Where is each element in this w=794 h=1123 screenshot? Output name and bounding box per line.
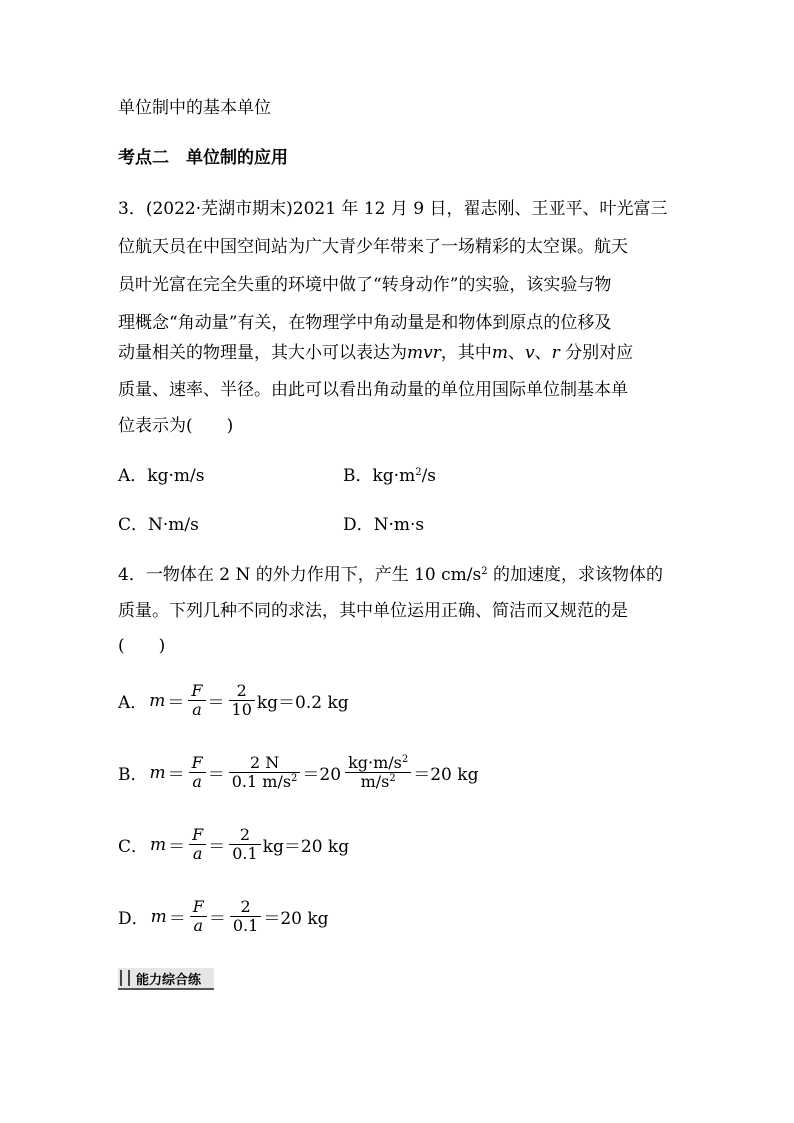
q4-b-unum-sup: 2 (401, 754, 409, 765)
q3-option-b (343, 464, 436, 488)
q4-d-tail: ＝20 kg (263, 909, 329, 929)
q4-option-a (118, 682, 351, 719)
q4-a-label: A． (118, 693, 148, 713)
q4-d-F: F (190, 898, 207, 917)
q4-line-2: 质量。下列几种不同的求法，其中单位运用正确、简洁而又规范的是 (118, 601, 628, 621)
q4-c-label: C． (118, 837, 149, 857)
q4-b-eq1: ＝ (167, 765, 185, 785)
q4-c-m: m (150, 834, 167, 855)
section-title: 考点二 单位制的应用 (118, 148, 288, 168)
q4-b-den-sup: 2 (291, 773, 298, 784)
q4-c-num: 2 (229, 826, 260, 845)
q4-b-eq2: ＝ (207, 765, 225, 785)
q3-line5-pre: 动量相关的物理量，其大小可以表达为 (118, 343, 407, 363)
q4-a-num: 2 (229, 682, 255, 701)
q4-d-a: a (193, 916, 204, 935)
q3-r: r (551, 343, 560, 363)
q3-line-7: 位表示为( ) (118, 416, 234, 436)
q3-option-a: A．kg·m/s (118, 466, 205, 486)
q4-a-a: a (192, 700, 202, 719)
q4-line1-post: 的加速度，求该物体的 (487, 565, 664, 585)
q4-d-m: m (150, 906, 167, 927)
q3-sep2: 、 (534, 343, 552, 363)
banner-bars-icon (120, 970, 130, 986)
q3-line5-mid: ，其中 (440, 343, 492, 363)
q4-b-den-pre: 0.1 m/s (231, 772, 292, 791)
q3-option-c: C．N·m/s (118, 515, 199, 535)
top-line: 单位制中的基本单位 (118, 98, 271, 118)
q4-b-a: a (192, 772, 202, 791)
q4-a-den: 10 (231, 700, 252, 719)
q4-c-eq1: ＝ (168, 837, 186, 857)
q4-b-F: F (189, 754, 206, 773)
q4-a-frac-fa (188, 682, 205, 719)
q3-line-6: 质量、速率、半径。由此可以看出角动量的单位用国际单位制基本单 (118, 380, 628, 400)
q4-a-frac-num (229, 682, 255, 719)
q3-mvr: mvr (407, 343, 441, 363)
banner-label: 能力综合练 (136, 972, 202, 988)
q4-option-c (118, 826, 351, 863)
q4-d-eq1: ＝ (168, 909, 186, 929)
q4-d-eq2: ＝ (208, 909, 226, 929)
q4-c-tail: kg＝20 kg (262, 837, 350, 857)
q4-c-eq2: ＝ (208, 837, 226, 857)
q4-line1-pre: 4．一物体在 2 N 的外力作用下，产生 10 cm/s (118, 565, 482, 585)
q3-line-2: 位航天员在中国空间站为广大青少年带来了一场精彩的太空课。航天 (118, 237, 628, 257)
q4-d-frac-fa (190, 898, 207, 935)
q3-line-4: 理概念“角动量”有关，在物理学中角动量是和物体到原点的位移及 (118, 313, 612, 333)
q4-b-tail: ＝20 kg (413, 765, 479, 785)
q3-optb-post: /s (421, 466, 437, 486)
q4-a-eq1: ＝ (167, 693, 185, 713)
q4-option-d (118, 898, 331, 935)
q4-b-uden-sup: 2 (389, 773, 396, 784)
q4-b-mid: ＝20 (302, 765, 342, 785)
q4-b-uden-pre: m/s (360, 772, 390, 791)
q4-b-unit-num (345, 754, 411, 773)
q3-line-1: 3．(2022·芜湖市期末)2021 年 12 月 9 日，翟志刚、王亚平、叶光富三 (118, 199, 668, 219)
q4-d-label: D． (118, 909, 149, 929)
q3-line-3: 员叶光富在完全失重的环境中做了“转身动作”的实验，该实验与物 (118, 275, 612, 295)
q4-b-den (229, 773, 301, 791)
q3-optb-pre: B．kg·m (343, 466, 416, 486)
section-banner (118, 968, 214, 990)
q3-m: m (491, 343, 508, 363)
q4-b-unit-den (345, 773, 411, 791)
q4-b-frac-fa (189, 754, 206, 791)
q4-a-m: m (149, 690, 166, 711)
q4-a-eq2: ＝ (207, 693, 225, 713)
q4-d-den: 0.1 (232, 916, 259, 935)
q4-d-num: 2 (230, 898, 261, 917)
q3-line5-post: 分别对应 (559, 343, 634, 363)
q4-a-F: F (188, 682, 205, 701)
q3-optb-sup: 2 (415, 467, 422, 478)
q4-line-1 (118, 563, 663, 587)
q3-v: v (524, 343, 535, 363)
q4-b-unum-pre: kg·m/s (348, 753, 402, 772)
q4-b-frac-num (229, 754, 301, 791)
q3-sep1: 、 (507, 343, 525, 363)
q4-c-frac-fa (189, 826, 206, 863)
q4-d-frac-num (230, 898, 261, 935)
q3-option-d: D．N·m·s (343, 515, 425, 535)
q4-c-frac-num (229, 826, 260, 863)
q4-b-m: m (149, 762, 166, 783)
q4-a-tail: kg＝0.2 kg (256, 693, 349, 713)
q4-c-den: 0.1 (232, 844, 258, 863)
q4-option-b (118, 754, 480, 791)
q4-c-a: a (192, 844, 203, 863)
q4-c-F: F (189, 826, 206, 845)
q4-line-3: ( ) (118, 636, 166, 656)
q4-b-label: B． (118, 765, 148, 785)
q4-line1-sup: 2 (481, 566, 488, 577)
q3-line-5 (118, 341, 633, 365)
q4-b-frac-unit (345, 754, 411, 791)
q4-b-num: 2 N (229, 754, 301, 773)
